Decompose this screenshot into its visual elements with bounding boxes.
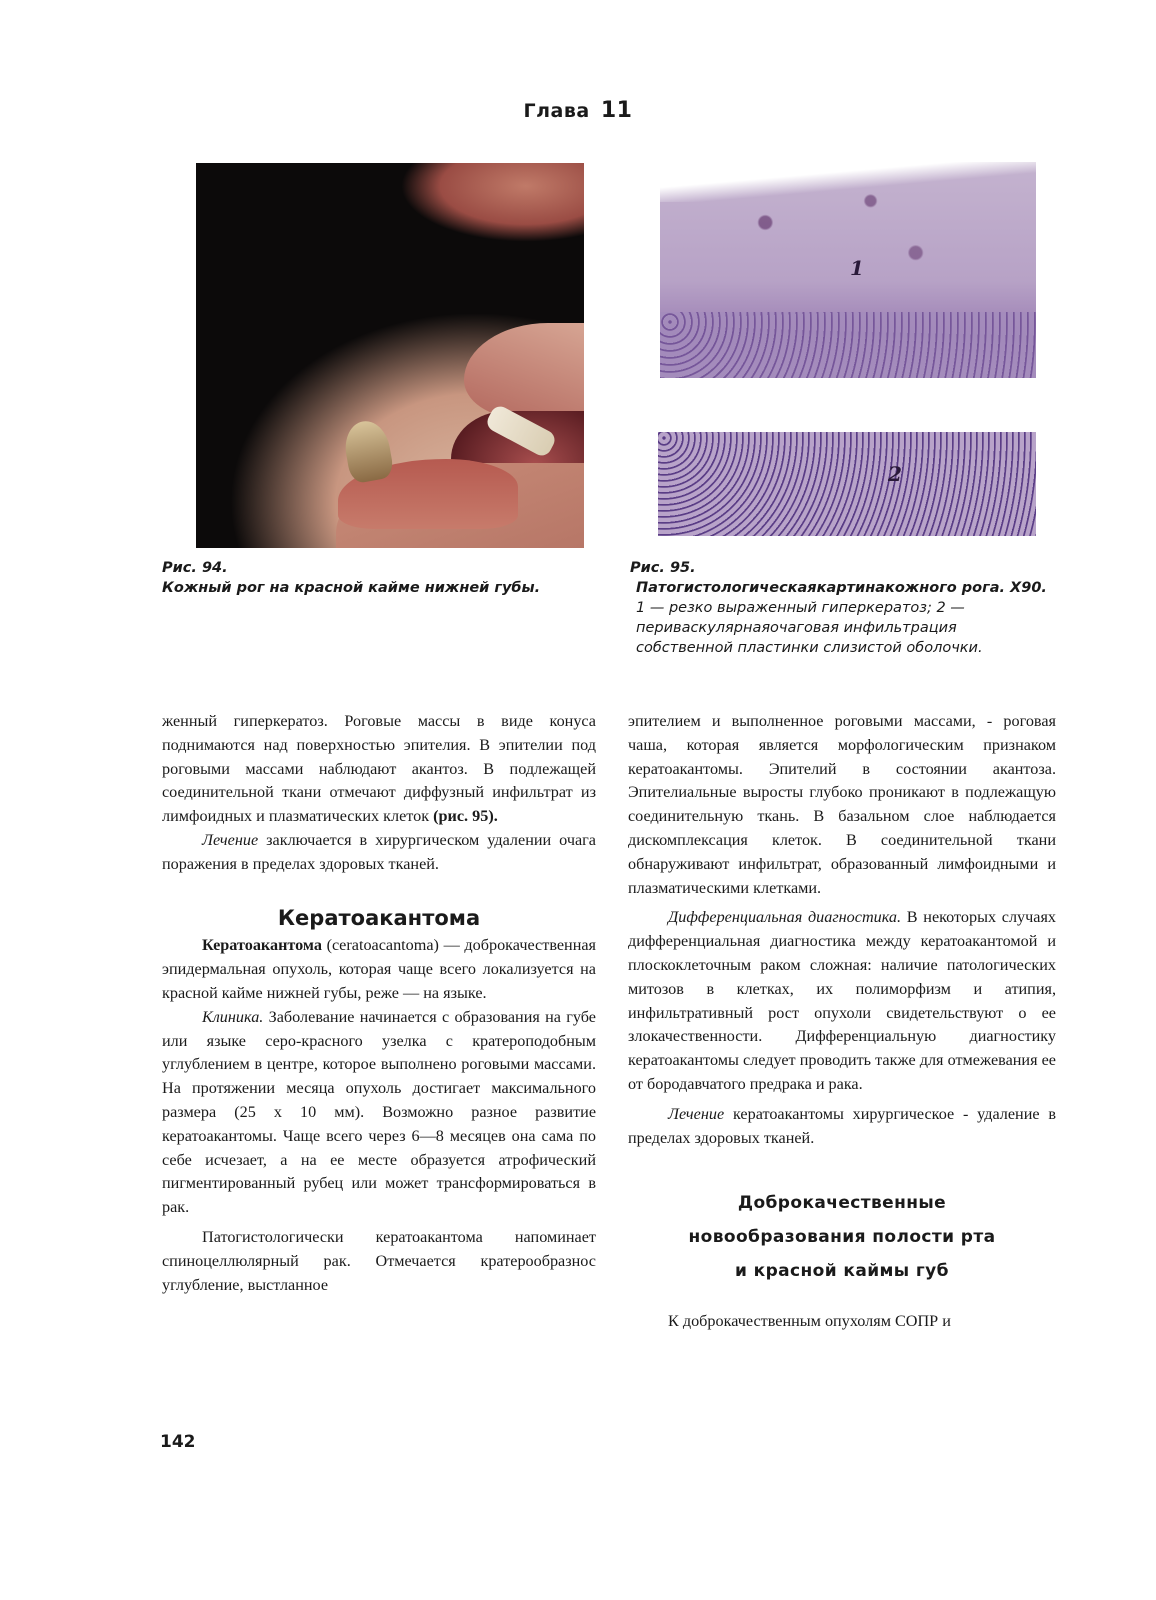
figure-94-label: Рис. 94. xyxy=(162,560,228,576)
paragraph xyxy=(628,1103,1056,1151)
paragraph-lead: Лечение xyxy=(668,1104,725,1123)
figure-95-label: Рис. 95. xyxy=(630,560,696,576)
heading-line: и красной каймы губ xyxy=(735,1261,949,1282)
paragraph xyxy=(162,934,596,1005)
heading-line: Доброкачественные xyxy=(737,1193,947,1214)
left-text-column xyxy=(162,710,596,1297)
figure-95-caption xyxy=(630,558,1050,658)
paragraph xyxy=(162,1006,596,1220)
section-heading xyxy=(628,1186,1056,1288)
micrograph-marker-1: 1 xyxy=(850,256,864,280)
chapter-word: Глава xyxy=(523,100,590,122)
paragraph: эпителием и выполненное роговыми массами, - роговая чаша, которая является морфологическим признаком кератоакантомы. Эпителий в состоянии акантоза. Эпителиальные выросты глубоко проникают в подлежащую соединительную ткань. В базальном слое наблюдается дискомплексация клеток. В соединительной ткани обнаруживают инфильтрат, образованный лимфоидными и плазматическими клетками. xyxy=(628,712,1056,897)
figure-95-micrograph-top xyxy=(660,162,1036,378)
micrograph-cell-band xyxy=(660,312,1036,378)
right-text-column xyxy=(628,710,1056,1334)
paragraph-text: заключается в хирургическом удалении очага поражения в пределах здоровых тканей. xyxy=(162,830,596,873)
paragraph-text: кератоакантомы хирургическое - удаление в пределах здоровых тканей. xyxy=(628,1104,1056,1147)
paragraph-text: В некоторых случаях дифференциальная диагностика между кератоакантомой и плоскоклеточным раком сложная: наличие патологических митозов в клетках, их полиморфизм и атипия, инфильтративный рост опухоли свидетельствуют о ее злокачественности. Дифференциальную диагностику кератоакантомы следует проводить также для отмежевания ее от бородавчатого предрака и рака. xyxy=(628,908,1057,1093)
cutaneous-horn-shape xyxy=(341,418,395,485)
page-number: 142 xyxy=(160,1432,196,1452)
paragraph xyxy=(628,906,1056,1096)
micrograph-edge xyxy=(660,162,1036,202)
paragraph-lead: Дифференциальная диагностика. xyxy=(668,908,902,927)
paragraph xyxy=(162,829,596,877)
heading-line: новообразования полости рта xyxy=(688,1227,996,1248)
figure-95-title: Патогистологическаякартинакожного рога. X90. xyxy=(636,580,1047,596)
paragraph-lead: Лечение xyxy=(202,830,259,849)
upper-lip-shape xyxy=(464,323,584,418)
figure-94-title: Кожный рог на красной кайме нижней губы. xyxy=(162,580,541,596)
paragraph-lead: Клиника. xyxy=(202,1007,264,1026)
paragraph-lead: Кератоакантома xyxy=(202,936,322,955)
figure-95-micrograph-bottom xyxy=(658,432,1036,536)
paragraph xyxy=(162,710,596,829)
figure-94-photo xyxy=(196,163,584,548)
paragraph-text: женный гиперкератоз. Роговые массы в виде конуса поднимаются над поверхностью эпителия. В эпителии под роговыми массами наблюдают акантоз. В подлежащей соединительной ткани отмечают диффузный инфильтрат из лимфоидных и плазматических клеток xyxy=(162,712,596,826)
section-heading: Кератоакантома xyxy=(277,905,481,930)
paragraph-text: Заболевание начинается с образования на губе или языке серо-красного узелка с кратероподобным углублением в центре, которое выполнено роговыми массами. На протяжении месяца опухоль достигает максимального размера (25 х 10 мм). Возможно разное развитие кератоакантомы. Чаще всего через 6—8 месяцев она сама по себе исчезает, а на ее месте образуется атрофический пигментированный рубец или может трансформироваться в рак. xyxy=(162,1007,596,1217)
figure-reference: (рис. 95). xyxy=(433,807,498,826)
running-header xyxy=(0,98,1156,123)
figure-94-caption xyxy=(162,558,602,598)
paragraph: К доброкачественным опухолям СОПР и xyxy=(668,1312,951,1331)
paragraph: Патогистологически кератоакантома напоминает спиноцеллюлярный рак. Отмечается кратерообразнос углубление, выстланное xyxy=(162,1227,596,1294)
micrograph-marker-2: 2 xyxy=(888,462,902,486)
paragraph-text: (ceratoacantoma) — доброкачественная эпидермальная опухоль, которая чаще всего локализуется на красной кайме нижней губы, реже — на языке. xyxy=(162,936,597,1002)
chapter-number: 11 xyxy=(600,98,633,123)
figure-95-description: 1 — резко выраженный гиперкератоз; 2 — периваскулярнаяочаговая инфильтрация собственной пластинки слизистой оболочки. xyxy=(636,600,983,656)
